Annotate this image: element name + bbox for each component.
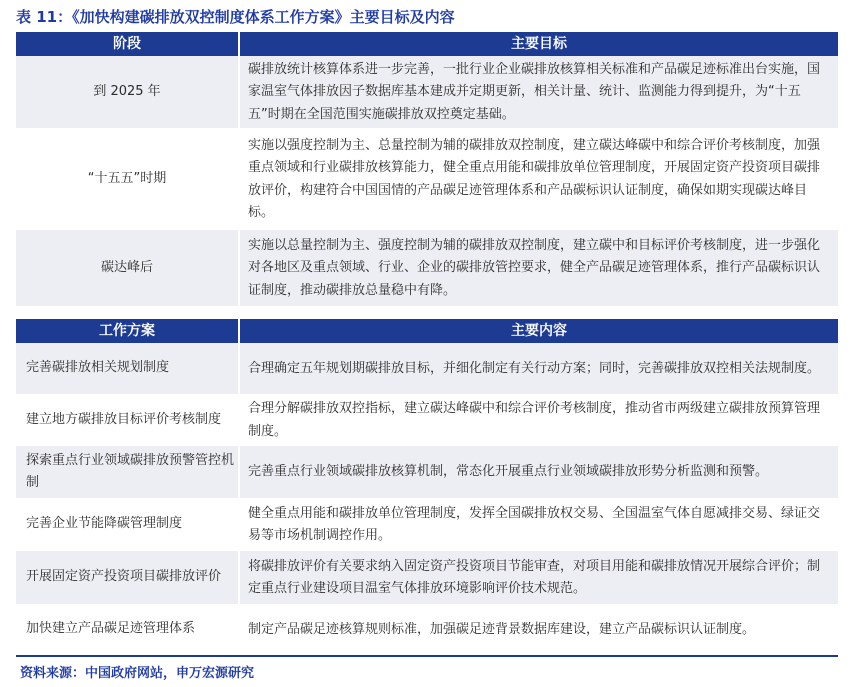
content-cell: 制定产品碳足迹核算规则标准，加强碳足迹背景数据库建设，建立产品碳标识认证制度。 [248,621,756,637]
target-cell: 实施以总量控制为主、强度控制为辅的碳排放双控制度，建立碳中和目标评价考核制度，进一步强化对各地区及重点领域、行业、企业的碳排放管控要求，健全产品碳足迹管理体系，推行产品碳标识认证制度，推动碳排放总量稳中有降。 [248,237,821,298]
source-note: 资料来源：中国政府网站，申万宏源研究 [20,666,255,681]
content-column-header: 主要内容 [511,323,567,339]
content-cell: 合理分解碳排放双控指标，建立碳达峰碳中和综合评价考核制度，推动省市两级建立碳排放预算管理制度。 [248,401,821,439]
plan-cell: 加快建立产品碳足迹管理体系 [16,605,240,654]
table-row [16,56,838,129]
table-row [16,499,838,551]
table-row [16,230,838,307]
target-cell: 实施以强度控制为主、总量控制为辅的碳排放双控制度，建立碳达峰碳中和综合评价考核制度，加强重点领域和行业碳排放核算能力，健全重点用能和碳排放单位管理制度，开展固定资产投资项目碳排放评价，构建符合中国国情的产品碳足迹管理体系和产品碳标识认证制度，确保如期实现碳达峰目标。 [248,137,821,220]
content-cell: 合理确定五年规划期碳排放目标，并细化制定有关行动方案；同时，完善碳排放双控相关法规制度。 [248,360,821,376]
stage-cell: 到 2025 年 [16,56,240,128]
stage-column-header: 阶段 [16,32,240,56]
content-cell: 健全重点用能和碳排放单位管理制度，发挥全国碳排放权交易、全国温室气体自愿减排交易、绿证交易等市场机制调控作用。 [248,505,821,543]
stage-cell: “十五五”时期 [16,129,240,229]
content-cell: 完善重点行业领域碳排放核算机制，常态化开展重点行业领域碳排放形势分析监测和预警。 [248,464,769,480]
table-row [16,605,838,655]
table-row [16,343,838,395]
plans-table [16,319,838,655]
table-row [16,446,838,499]
plan-cell: 完善企业节能降碳管理制度 [16,499,240,550]
plan-cell: 完善碳排放相关规划制度 [16,343,240,394]
goals-header [16,32,838,56]
table-row [16,129,838,230]
stage-cell: 碳达峰后 [16,230,240,306]
footer-divider [16,655,838,657]
plan-cell: 建立地方碳排放目标评价考核制度 [16,395,240,445]
target-cell: 碳排放统计核算体系进一步完善，一批行业企业碳排放核算相关标准和产品碳足迹标准出台实施，国家温室气体排放因子数据库基本建成并定期更新，相关计量、统计、监测能力得到提升，为“十五五”时期在全国范围实施碳排放双控奠定基础。 [248,61,821,122]
plans-header [16,319,838,343]
goals-table [16,32,838,307]
table-title: 表 11：《加快构建碳排放双控制度体系工作方案》主要目标及内容 [16,8,455,26]
content-cell: 将碳排放评价有关要求纳入固定资产投资项目节能审查，对项目用能和碳排放情况开展综合评价；制定重点行业建设项目温室气体排放环境影响评价技术规范。 [248,558,821,596]
plan-cell: 开展固定资产投资项目碳排放评价 [16,551,240,604]
plan-cell: 探索重点行业领域碳排放预警管控机制 [16,446,240,498]
table-row [16,395,838,446]
table-row [16,551,838,605]
plan-column-header: 工作方案 [16,319,240,343]
target-column-header: 主要目标 [511,36,567,52]
